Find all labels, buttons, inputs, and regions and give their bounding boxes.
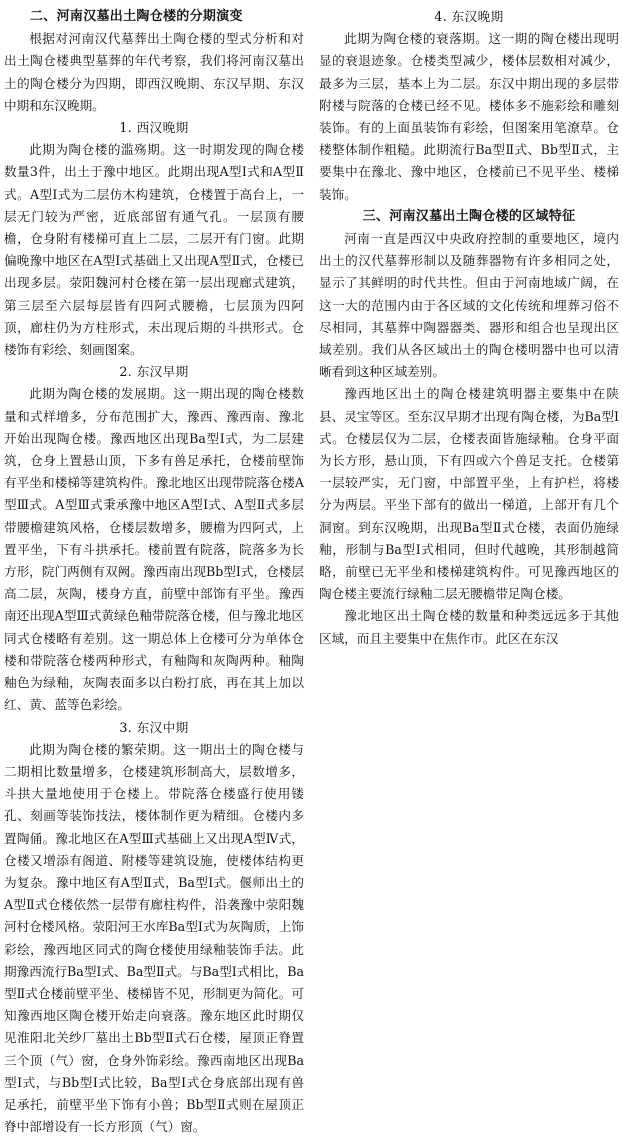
period4-title: 4. 东汉晚期 — [434, 9, 504, 24]
section3-intro: 河南一直是西汉中央政府控制的重要地区，境内出土的汉代墓葬形制以及随葬器物有许多相同之处，显示了其鲜明的时代共性。但由于河南地域广阔，在这一大的范围内由于各区域的文化传统和埋葬习俗不尽相同，其墓葬中陶器器类、器形和组合也呈现出区域差别。我们从各区域出土的陶仓楼明器中也可以清晰看到这种区域差别。 — [319, 231, 619, 380]
two-column-body — [4, 6, 619, 1138]
north-henan-paragraph: 豫北地区出土陶仓楼的数量和种类远远多于其他区域，而且主要集中在焦作市。此区在东汉 — [319, 608, 619, 646]
west-henan-paragraph: 豫西地区出土的陶仓楼建筑明器主要集中在陕县、灵宝等区。至东汉早期才出现有陶仓楼，为Ba型Ⅰ式。仓楼层仅为二层，仓楼表面皆施绿釉。仓身平面为长方形，悬山顶，下有四或六个兽足支托。仓楼第一层较严实，无门窗，中部置平坐，上有护栏，将楼分为两层。平坐下部有的做出一梯道，上部开有几个洞窗。到东汉晚期，出现Ba型Ⅱ式仓楼，表面仍施绿釉，形制与Ba型Ⅰ式相同，但时代越晚，其形制越简略，前壁已无平坐和楼梯建筑构件。可见豫西地区的陶仓楼主要流行绿釉二层无腰檐带足陶仓楼。 — [319, 386, 619, 602]
section2-intro: 根据对河南汉代墓葬出土陶仓楼的型式分析和对出土陶仓楼典型墓葬的年代考察，我们将河南汉墓出土的陶仓楼分为四期，即西汉晚期、东汉早期、东汉中期和东汉晚期。 — [4, 31, 304, 113]
period1-title: 1. 西汉晚期 — [119, 120, 189, 136]
period2-text: 此期为陶仓楼的发展期。这一期出现的陶仓楼数量和式样增多，分布范围扩大，豫西、豫西南、豫北开始出现陶仓楼。豫西地区出现Ba型Ⅰ式，为二层建筑，仓身上置悬山顶，下多有兽足承托，仓楼前壁饰有平坐和楼梯等建筑构件。豫北地区出现带院落仓楼A型Ⅲ式。A型Ⅲ式秉承豫中地区A型Ⅰ式、A型Ⅱ式多层带腰檐建筑风格，仓楼层数增多，腰檐为四阿式，上置平坐，下有斗拱承托。楼前置有院落，院落多为长方形，院门两侧有双阙。豫西南出现Bb型Ⅰ式，仓楼层高二层，灰陶，楼身方直，前壁中部饰有平坐。豫西南还出现A型Ⅲ式黄绿色釉带院落仓楼，但与豫北地区同式仓楼略有差别。这一期总体上仓楼可分为单体仓楼和带院落仓楼两种形式，有釉陶和灰陶两种。釉陶釉色为绿釉，灰陶表面多以白粉打底，再在其上加以红、黄、蓝等色彩绘。 — [4, 386, 304, 713]
left-column — [4, 6, 304, 1138]
period4-text: 此期为陶仓楼的衰落期。这一期的陶仓楼出现明显的衰退迹象。仓楼类型减少，楼体层数相对减少，最多为三层，基本上为二层。东汉中期出现的多层带附楼与院落的仓楼已经不见。楼体多不施彩绘和雕刻装饰。有的上面虽装饰有彩绘，但图案用笔潦草。仓楼整体制作粗糙。此期流行Ba型Ⅱ式、Bb型Ⅱ式，主要集中在豫北、豫中地区，仓楼前已不见平坐、楼梯装饰。 — [319, 31, 619, 202]
period2-title: 2. 东汉早期 — [119, 364, 189, 380]
right-column — [319, 6, 619, 1138]
period1-text: 此期为陶仓楼的滥殇期。这一时期发现的陶仓楼数量3件，出土于豫中地区。此期出现A型Ⅰ式和A型Ⅱ式。A型Ⅰ式为二层仿木构建筑，仓楼置于高台上，一层无门较为严密，近底部留有通气孔。一层顶有腰檐，仓身附有楼梯可直上二层，二层开有门窗。此期偏晚豫中地区在A型Ⅰ式基础上又出现A型Ⅱ式，仓楼已出现多层。荥阳魏河村仓楼在第一层出现廊式建筑，第三层至六层每层皆有四阿式腰檐，七层顶为四阿顶，廊柱仍为方柱形式，未出现后期的斗拱形式。仓楼饰有彩绘、刻画图案。 — [4, 142, 304, 358]
section2-heading: 二、河南汉墓出土陶仓楼的分期演变 — [30, 9, 243, 24]
period3-title: 3. 东汉中期 — [119, 719, 189, 735]
period3-text: 此期为陶仓楼的繁荣期。这一期出土的陶仓楼与二期相比数量增多，仓楼建筑形制高大，层数增多，斗拱大量地使用于仓楼上。带院落仓楼盛行使用镂孔、刻画等装饰技法，楼体制作更为精细。仓楼内多置陶俑。豫北地区在A型Ⅲ式基础上又出现A型Ⅳ式，仓楼又增添有阁道、附楼等建筑设施，使楼体结构更为复杂。豫中地区有A型Ⅱ式，Ba型Ⅰ式。偃师出土的A型Ⅱ式仓楼依然一层带有廊柱构件，沿袭豫中荥阳魏河村仓楼风格。荥阳河王水库Ba型Ⅰ式为灰陶质，上饰彩绘，豫西地区同式的陶仓楼使用绿釉装饰手法。此期豫西流行Ba型Ⅰ式、Ba型Ⅱ式。与Ba型Ⅰ式相比，Ba型Ⅱ式仓楼前壁平坐、楼梯皆不见，形制更为简化。可知豫西地区陶仓楼开始走向衰落。豫东地区此时期仅见淮阳北关纱厂墓出土Bb型Ⅱ式石仓楼，屋顶正脊置三个顶（气）窗，仓身外饰彩绘。豫西南地区出现Ba型Ⅰ式，与Bb型Ⅰ式比较，Ba型Ⅰ式仓身底部出现有兽足承托，前壁平坐下饰有小兽；Bb型Ⅱ式则在屋顶正脊中部增设有一长方形顶（气）窗。 — [4, 741, 304, 1135]
section3-heading: 三、河南汉墓出土陶仓楼的区域特征 — [362, 208, 576, 224]
